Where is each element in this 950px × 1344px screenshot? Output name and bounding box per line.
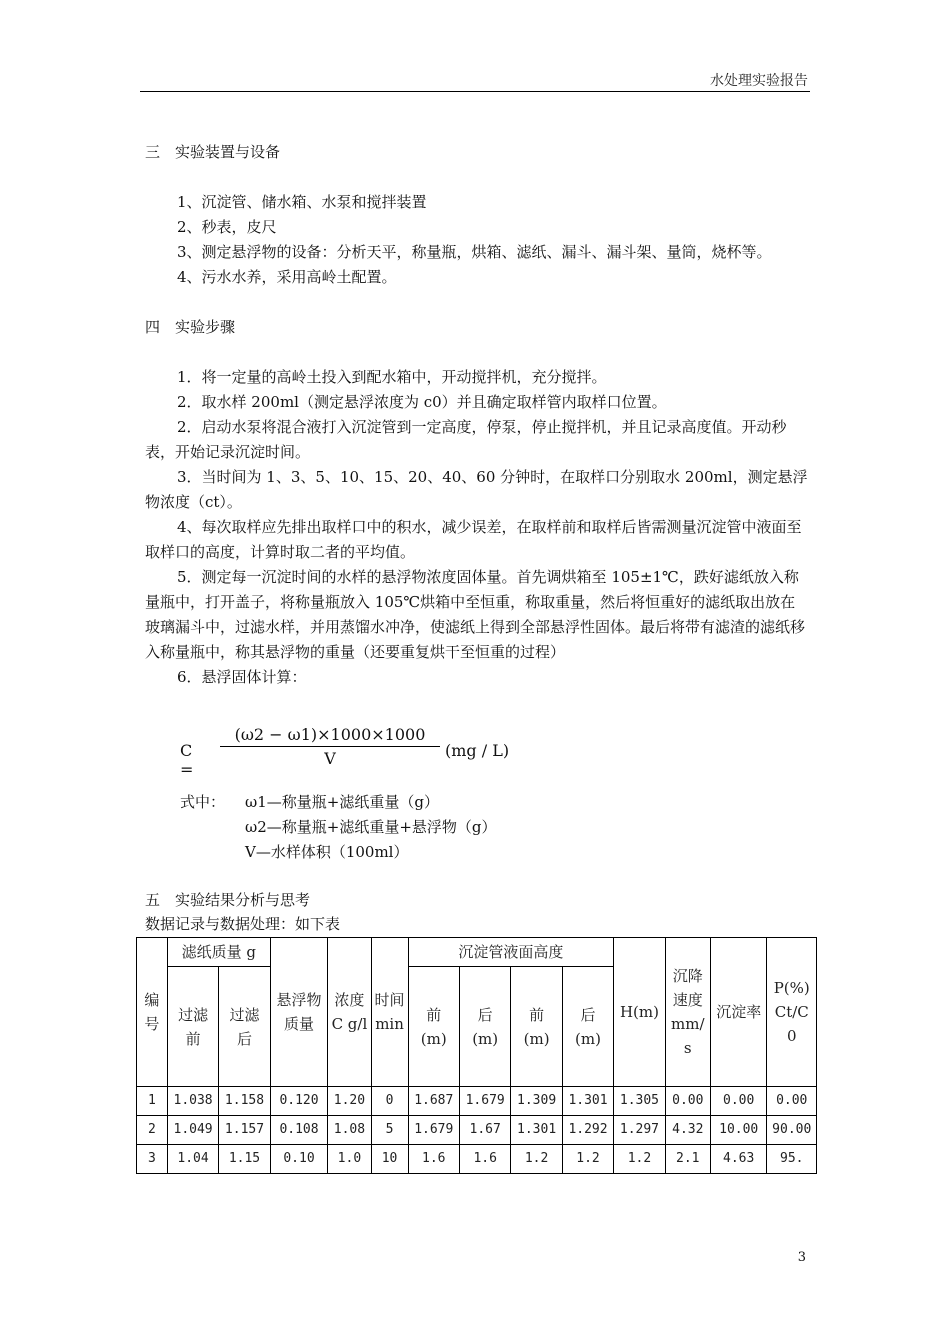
th-speed: 沉降速度 mm/s — [665, 938, 710, 1087]
th-conc: 浓度 C g/l — [328, 938, 371, 1087]
table-cell: 0.00 — [665, 1087, 710, 1116]
table-cell: 10 — [371, 1145, 408, 1174]
table-cell: 1.292 — [562, 1116, 613, 1145]
table-cell: 1.04 — [167, 1145, 218, 1174]
formula-definitions — [180, 790, 497, 865]
table-cell: 2.1 — [665, 1145, 710, 1174]
table-cell: 0.10 — [270, 1145, 328, 1174]
th-p: P(%) Ct/C0 — [767, 938, 817, 1087]
main-content — [145, 140, 810, 690]
th-filter-group: 滤纸质量 g — [167, 938, 270, 967]
definition-w2: ω2—称量瓶+滤纸重量+悬浮物（g） — [245, 818, 497, 836]
table-cell: 0.120 — [270, 1087, 328, 1116]
th-ss-mass: 悬浮物质量 — [270, 938, 328, 1087]
step-3: 2．启动水泵将混合液打入沉淀管到一定高度，停泵，停止搅拌机，并且记录高度值。开动秒表，开始记录沉淀时间。 — [145, 418, 787, 461]
results-table — [136, 937, 817, 1174]
table-cell: 1.20 — [328, 1087, 371, 1116]
header-title: 水处理实验报告 — [710, 73, 808, 89]
section4-heading: 四 实验步骤 — [145, 318, 236, 336]
section3-item-2: 2、秒表，皮尺 — [177, 218, 277, 236]
table-cell: 1.301 — [511, 1116, 562, 1145]
table-cell: 1.679 — [408, 1116, 459, 1145]
table-cell: 1 — [137, 1087, 168, 1116]
section3-item-3: 3、测定悬浮物的设备：分析天平，称量瓶，烘箱、滤纸、漏斗、漏斗架、量筒，烧杯等。 — [177, 243, 772, 261]
section5 — [145, 888, 340, 936]
step-6: 5．测定每一沉淀时间的水样的悬浮物浓度固体量。首先调烘箱至 105±1℃，跌好滤纸放入称量瓶中，打开盖子，将称量瓶放入 105℃烘箱中至恒重，称取重量，然后将恒重好的滤纸取出放在玻璃漏斗中，过滤水样，并用蒸馏水冲净，使滤纸上得到全部悬浮性固体。最后将带有滤渣的滤纸移入称量瓶中，称其悬浮物的重量（还要重复烘干至恒重的过程） — [145, 568, 806, 661]
formula-fraction — [220, 725, 440, 768]
definitions-label: 式中： — [180, 793, 226, 811]
table-cell: 3 — [137, 1145, 168, 1174]
table-cell: 95. — [767, 1145, 817, 1174]
th-h2: 后 (m) — [459, 967, 510, 1087]
table-body — [137, 1087, 817, 1174]
formula-unit: (mg / L) — [445, 741, 510, 760]
formula-numerator: (ω2 − ω1)×1000×1000 — [220, 725, 440, 747]
section3-heading: 三 实验装置与设备 — [145, 143, 281, 161]
th-after: 过滤后 — [219, 967, 270, 1087]
table-cell: 1.157 — [219, 1116, 270, 1145]
table-cell: 1.67 — [459, 1116, 510, 1145]
table-cell: 1.08 — [328, 1116, 371, 1145]
th-height-group: 沉淀管液面高度 — [408, 938, 614, 967]
th-h1: 前 (m) — [408, 967, 459, 1087]
table-cell: 1.297 — [614, 1116, 665, 1145]
table-cell: 1.2 — [614, 1145, 665, 1174]
table-cell: 0.00 — [767, 1087, 817, 1116]
section3-item-4: 4、污水水养，采用高岭土配置。 — [177, 268, 397, 286]
table-cell: 0 — [371, 1087, 408, 1116]
table-cell: 1.679 — [459, 1087, 510, 1116]
table-cell: 0.00 — [710, 1087, 767, 1116]
th-rate: 沉淀率 — [710, 938, 767, 1087]
section5-heading: 五 实验结果分析与思考 — [145, 891, 311, 909]
th-h4: 后 (m) — [562, 967, 613, 1087]
th-H: H(m) — [614, 938, 665, 1087]
table-cell: 90.00 — [767, 1116, 817, 1145]
step-5: 4、每次取样应先排出取样口中的积水，减少误差，在取样前和取样后皆需测量沉淀管中液面至取样口的高度，计算时取二者的平均值。 — [145, 518, 802, 561]
formula-denominator: V — [324, 749, 336, 768]
table-cell: 1.158 — [219, 1087, 270, 1116]
th-h3: 前 (m) — [511, 967, 562, 1087]
table-cell: 1.2 — [562, 1145, 613, 1174]
section3-item-1: 1、沉淀管、储水箱、水泵和搅拌装置 — [177, 193, 427, 211]
definition-v: V—水样体积（100ml） — [245, 843, 409, 861]
step-2: 2．取水样 200ml（测定悬浮浓度为 c0）并且确定取样管内取样口位置。 — [177, 393, 667, 411]
table-cell: 1.687 — [408, 1087, 459, 1116]
formula-lhs: C = — [180, 741, 194, 779]
table-cell: 1.0 — [328, 1145, 371, 1174]
step-7: 6．悬浮固体计算： — [177, 668, 307, 686]
th-id: 编号 — [137, 938, 168, 1087]
table-cell: 1.038 — [167, 1087, 218, 1116]
page-number: 3 — [797, 1250, 806, 1265]
table-cell: 1.15 — [219, 1145, 270, 1174]
table-cell: 1.305 — [614, 1087, 665, 1116]
table-cell: 1.309 — [511, 1087, 562, 1116]
definition-w1: ω1—称量瓶+滤纸重量（g） — [245, 793, 439, 811]
table-cell: 0.108 — [270, 1116, 328, 1145]
table-cell: 10.00 — [710, 1116, 767, 1145]
th-time: 时间 min — [371, 938, 408, 1087]
table-cell: 5 — [371, 1116, 408, 1145]
table-cell: 1.6 — [408, 1145, 459, 1174]
th-before: 过滤前 — [167, 967, 218, 1087]
table-cell: 1.2 — [511, 1145, 562, 1174]
table-row — [137, 1116, 817, 1145]
step-1: 1．将一定量的高岭土投入到配水箱中，开动搅拌机，充分搅拌。 — [177, 368, 607, 386]
table-row — [137, 1145, 817, 1174]
table-cell: 4.63 — [710, 1145, 767, 1174]
header-rule — [140, 91, 810, 92]
table-cell: 1.049 — [167, 1116, 218, 1145]
table-cell: 1.301 — [562, 1087, 613, 1116]
table-cell: 1.6 — [459, 1145, 510, 1174]
table-row — [137, 1087, 817, 1116]
step-4: 3．当时间为 1、3、5、10、15、20、40、60 分钟时，在取样口分别取水 200ml，测定悬浮物浓度（ct）。 — [145, 468, 808, 511]
section5-subtitle: 数据记录与数据处理：如下表 — [145, 915, 341, 933]
table-cell: 2 — [137, 1116, 168, 1145]
table-cell: 4.32 — [665, 1116, 710, 1145]
